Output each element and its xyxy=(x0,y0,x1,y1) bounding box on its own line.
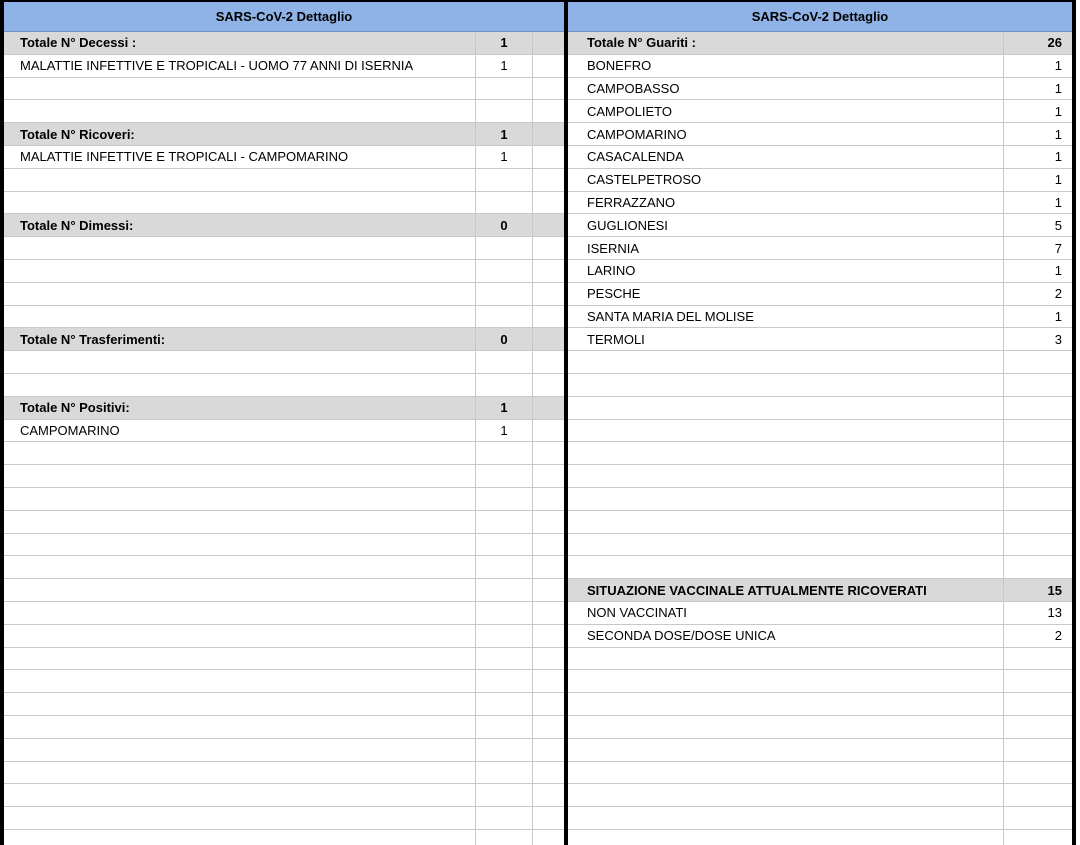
row-value xyxy=(476,648,533,670)
table-section-header xyxy=(4,32,564,55)
row-value: 2 xyxy=(1054,628,1062,644)
empty-cell xyxy=(533,807,564,829)
empty-cell xyxy=(533,830,564,845)
row-label xyxy=(568,397,1004,419)
row-label xyxy=(4,693,476,715)
row-value xyxy=(1004,442,1072,464)
row-label: SANTA MARIA DEL MOLISE xyxy=(568,306,1004,328)
right-panel-title: SARS-CoV-2 Dettaglio xyxy=(568,2,1072,32)
empty-cell xyxy=(533,328,564,350)
row-label xyxy=(568,442,1004,464)
table-row xyxy=(568,146,1072,169)
table-row xyxy=(568,192,1072,215)
table-row xyxy=(568,55,1072,78)
row-label: CASTELPETROSO xyxy=(568,169,1004,191)
row-label xyxy=(4,739,476,761)
section-total-value: 1 xyxy=(476,397,533,419)
left-panel-title: SARS-CoV-2 Dettaglio xyxy=(4,2,564,32)
row-value xyxy=(1004,556,1072,578)
empty-cell xyxy=(533,123,564,145)
section-total-value: 1 xyxy=(476,123,533,145)
table-row xyxy=(4,283,564,306)
row-value: 7 xyxy=(1054,240,1062,256)
row-label xyxy=(568,830,1004,845)
row-label xyxy=(4,648,476,670)
section-header-label: Totale N° Decessi : xyxy=(4,32,476,54)
empty-cell xyxy=(533,374,564,396)
row-value xyxy=(1004,762,1072,784)
row-label xyxy=(4,488,476,510)
row-value xyxy=(476,579,533,601)
row-label: TERMOLI xyxy=(568,328,1004,350)
table-row xyxy=(568,534,1072,557)
row-label: CAMPOMARINO xyxy=(568,123,1004,145)
row-value xyxy=(476,442,533,464)
empty-cell xyxy=(533,488,564,510)
row-label xyxy=(4,374,476,396)
row-label xyxy=(4,78,476,100)
table-row xyxy=(4,442,564,465)
row-label xyxy=(4,784,476,806)
table-row xyxy=(4,670,564,693)
row-value xyxy=(476,192,533,214)
empty-cell xyxy=(533,670,564,692)
empty-cell xyxy=(533,442,564,464)
row-label xyxy=(4,579,476,601)
table-row xyxy=(4,465,564,488)
row-value: 1 xyxy=(1054,149,1062,165)
table-row xyxy=(4,146,564,169)
row-value xyxy=(476,670,533,692)
table-row xyxy=(4,374,564,397)
table-row xyxy=(568,465,1072,488)
row-label xyxy=(4,670,476,692)
row-value xyxy=(1004,534,1072,556)
row-value xyxy=(1004,511,1072,533)
table-row xyxy=(568,648,1072,671)
table-row xyxy=(568,784,1072,807)
row-value xyxy=(476,716,533,738)
table-row xyxy=(568,830,1072,845)
table-row xyxy=(4,830,564,845)
row-value xyxy=(476,465,533,487)
table-row xyxy=(4,420,564,443)
row-label xyxy=(4,465,476,487)
row-label xyxy=(4,625,476,647)
table-row xyxy=(568,214,1072,237)
row-value xyxy=(476,237,533,259)
section-total-value: 0 xyxy=(476,328,533,350)
table-row xyxy=(4,100,564,123)
empty-cell xyxy=(533,146,564,168)
section-header-label: Totale N° Dimessi: xyxy=(4,214,476,236)
row-value: 1 xyxy=(1054,308,1062,324)
row-value: 5 xyxy=(1054,217,1062,233)
table-row xyxy=(568,807,1072,830)
row-label: CAMPOLIETO xyxy=(568,100,1004,122)
table-row xyxy=(568,762,1072,785)
row-label xyxy=(568,716,1004,738)
section-total-value: 15 xyxy=(1047,582,1062,598)
table-row xyxy=(4,192,564,215)
row-value xyxy=(1004,465,1072,487)
row-label xyxy=(4,716,476,738)
row-label: GUGLIONESI xyxy=(568,214,1004,236)
row-value xyxy=(476,78,533,100)
table-row xyxy=(4,556,564,579)
row-label xyxy=(568,420,1004,442)
row-value xyxy=(1004,784,1072,806)
table-row xyxy=(568,693,1072,716)
row-value: 1 xyxy=(1054,263,1062,279)
row-label xyxy=(4,556,476,578)
row-label xyxy=(4,762,476,784)
table-row xyxy=(568,739,1072,762)
row-value xyxy=(476,739,533,761)
row-label xyxy=(568,670,1004,692)
empty-cell xyxy=(533,351,564,373)
row-label: ISERNIA xyxy=(568,237,1004,259)
row-label xyxy=(568,534,1004,556)
row-value: 13 xyxy=(1047,605,1062,621)
row-value xyxy=(476,100,533,122)
table-section-header xyxy=(4,123,564,146)
left-table-rows xyxy=(4,32,564,845)
table-row xyxy=(568,397,1072,420)
row-value xyxy=(476,488,533,510)
table-row xyxy=(4,693,564,716)
section-header-label: Totale N° Guariti : xyxy=(568,32,1004,54)
table-row xyxy=(568,351,1072,374)
row-value xyxy=(1004,397,1072,419)
row-label xyxy=(568,488,1004,510)
table-row xyxy=(568,306,1072,329)
row-label xyxy=(568,351,1004,373)
row-value xyxy=(1004,830,1072,845)
table-row xyxy=(568,602,1072,625)
table-row xyxy=(568,488,1072,511)
row-value xyxy=(476,260,533,282)
row-label xyxy=(4,351,476,373)
table-row xyxy=(4,351,564,374)
row-label xyxy=(568,374,1004,396)
table-row xyxy=(4,488,564,511)
table-row xyxy=(4,648,564,671)
table-row xyxy=(568,442,1072,465)
table-row xyxy=(568,283,1072,306)
row-value xyxy=(476,511,533,533)
table-row xyxy=(568,716,1072,739)
empty-cell xyxy=(533,579,564,601)
row-label xyxy=(568,784,1004,806)
row-value xyxy=(476,807,533,829)
row-value xyxy=(476,374,533,396)
section-header-label: SITUAZIONE VACCINALE ATTUALMENTE RICOVERATI xyxy=(568,579,1004,601)
empty-cell xyxy=(533,169,564,191)
table-row xyxy=(568,328,1072,351)
row-value xyxy=(476,784,533,806)
empty-cell xyxy=(533,534,564,556)
table-row xyxy=(568,625,1072,648)
row-label: LARINO xyxy=(568,260,1004,282)
table-section-header xyxy=(568,32,1072,55)
row-value: 1 xyxy=(1054,126,1062,142)
row-label xyxy=(4,442,476,464)
right-detail-panel xyxy=(566,0,1076,845)
empty-cell xyxy=(533,693,564,715)
empty-cell xyxy=(533,556,564,578)
row-label xyxy=(4,830,476,845)
row-value xyxy=(1004,648,1072,670)
empty-cell xyxy=(533,237,564,259)
table-row xyxy=(568,556,1072,579)
row-value xyxy=(1004,693,1072,715)
row-value xyxy=(476,169,533,191)
table-row xyxy=(4,739,564,762)
row-value: 1 xyxy=(476,146,533,168)
row-label xyxy=(4,807,476,829)
empty-cell xyxy=(533,55,564,77)
table-row xyxy=(568,260,1072,283)
row-label: CAMPOBASSO xyxy=(568,78,1004,100)
empty-cell xyxy=(533,306,564,328)
empty-cell xyxy=(533,511,564,533)
row-value: 1 xyxy=(1054,172,1062,188)
table-row xyxy=(4,237,564,260)
empty-cell xyxy=(533,32,564,54)
row-value: 2 xyxy=(1054,286,1062,302)
row-label xyxy=(4,237,476,259)
row-value: 1 xyxy=(1054,58,1062,74)
row-label xyxy=(4,100,476,122)
empty-cell xyxy=(533,625,564,647)
section-header-label: Totale N° Trasferimenti: xyxy=(4,328,476,350)
row-label: CASACALENDA xyxy=(568,146,1004,168)
right-table-rows xyxy=(568,32,1072,845)
table-row xyxy=(4,716,564,739)
empty-cell xyxy=(533,100,564,122)
row-label xyxy=(4,511,476,533)
row-label xyxy=(568,648,1004,670)
row-value xyxy=(1004,374,1072,396)
row-value xyxy=(1004,807,1072,829)
row-value xyxy=(476,693,533,715)
row-label xyxy=(568,762,1004,784)
table-row xyxy=(4,602,564,625)
table-row xyxy=(4,511,564,534)
row-value: 1 xyxy=(1054,103,1062,119)
row-label xyxy=(4,260,476,282)
table-section-header xyxy=(4,214,564,237)
table-row xyxy=(4,78,564,101)
table-row xyxy=(568,100,1072,123)
empty-cell xyxy=(533,762,564,784)
empty-cell xyxy=(533,420,564,442)
table-section-header xyxy=(4,397,564,420)
row-label xyxy=(568,739,1004,761)
table-row xyxy=(568,511,1072,534)
empty-cell xyxy=(533,214,564,236)
row-value xyxy=(476,283,533,305)
row-value: 1 xyxy=(1054,194,1062,210)
row-label: MALATTIE INFETTIVE E TROPICALI - CAMPOMARINO xyxy=(4,146,476,168)
empty-cell xyxy=(533,283,564,305)
row-value xyxy=(1004,716,1072,738)
section-total-value: 0 xyxy=(476,214,533,236)
row-value xyxy=(1004,351,1072,373)
row-value xyxy=(476,534,533,556)
row-value xyxy=(476,306,533,328)
table-row xyxy=(4,306,564,329)
row-label: BONEFRO xyxy=(568,55,1004,77)
table-section-header xyxy=(4,328,564,351)
table-row xyxy=(568,670,1072,693)
section-header-label: Totale N° Ricoveri: xyxy=(4,123,476,145)
section-total-value: 1 xyxy=(476,32,533,54)
table-row xyxy=(4,579,564,602)
empty-cell xyxy=(533,739,564,761)
row-label: PESCHE xyxy=(568,283,1004,305)
row-value xyxy=(1004,670,1072,692)
table-row xyxy=(4,807,564,830)
table-row xyxy=(568,420,1072,443)
section-header-label: Totale N° Positivi: xyxy=(4,397,476,419)
row-label: FERRAZZANO xyxy=(568,192,1004,214)
empty-cell xyxy=(533,602,564,624)
row-value: 1 xyxy=(476,55,533,77)
row-label: SECONDA DOSE/DOSE UNICA xyxy=(568,625,1004,647)
row-label: CAMPOMARINO xyxy=(4,420,476,442)
table-row xyxy=(568,169,1072,192)
table-row xyxy=(568,123,1072,146)
empty-cell xyxy=(533,192,564,214)
row-value xyxy=(1004,739,1072,761)
row-value xyxy=(1004,420,1072,442)
empty-cell xyxy=(533,716,564,738)
table-row xyxy=(568,78,1072,101)
empty-cell xyxy=(533,648,564,670)
row-label xyxy=(568,693,1004,715)
table-row xyxy=(4,625,564,648)
row-value xyxy=(1004,488,1072,510)
row-label xyxy=(568,465,1004,487)
row-value xyxy=(476,762,533,784)
table-row xyxy=(4,260,564,283)
empty-cell xyxy=(533,465,564,487)
row-label xyxy=(4,283,476,305)
table-row xyxy=(4,169,564,192)
empty-cell xyxy=(533,260,564,282)
row-value xyxy=(476,351,533,373)
row-label xyxy=(568,556,1004,578)
table-row xyxy=(4,784,564,807)
row-label xyxy=(4,192,476,214)
row-value: 1 xyxy=(476,420,533,442)
row-label: MALATTIE INFETTIVE E TROPICALI - UOMO 77 ANNI DI ISERNIA xyxy=(4,55,476,77)
empty-cell xyxy=(533,78,564,100)
row-value xyxy=(476,556,533,578)
table-section-header xyxy=(568,579,1072,602)
table-row xyxy=(4,762,564,785)
empty-cell xyxy=(533,397,564,419)
row-label xyxy=(4,169,476,191)
row-value xyxy=(476,602,533,624)
row-value: 1 xyxy=(1054,80,1062,96)
row-label xyxy=(4,602,476,624)
row-label xyxy=(4,306,476,328)
row-value xyxy=(476,625,533,647)
row-label xyxy=(568,511,1004,533)
section-total-value: 26 xyxy=(1047,35,1062,51)
row-label xyxy=(568,807,1004,829)
row-value xyxy=(476,830,533,845)
empty-cell xyxy=(533,784,564,806)
row-value: 3 xyxy=(1054,331,1062,347)
table-row xyxy=(568,374,1072,397)
table-row xyxy=(4,55,564,78)
table-row xyxy=(568,237,1072,260)
table-row xyxy=(4,534,564,557)
row-label: NON VACCINATI xyxy=(568,602,1004,624)
row-label xyxy=(4,534,476,556)
